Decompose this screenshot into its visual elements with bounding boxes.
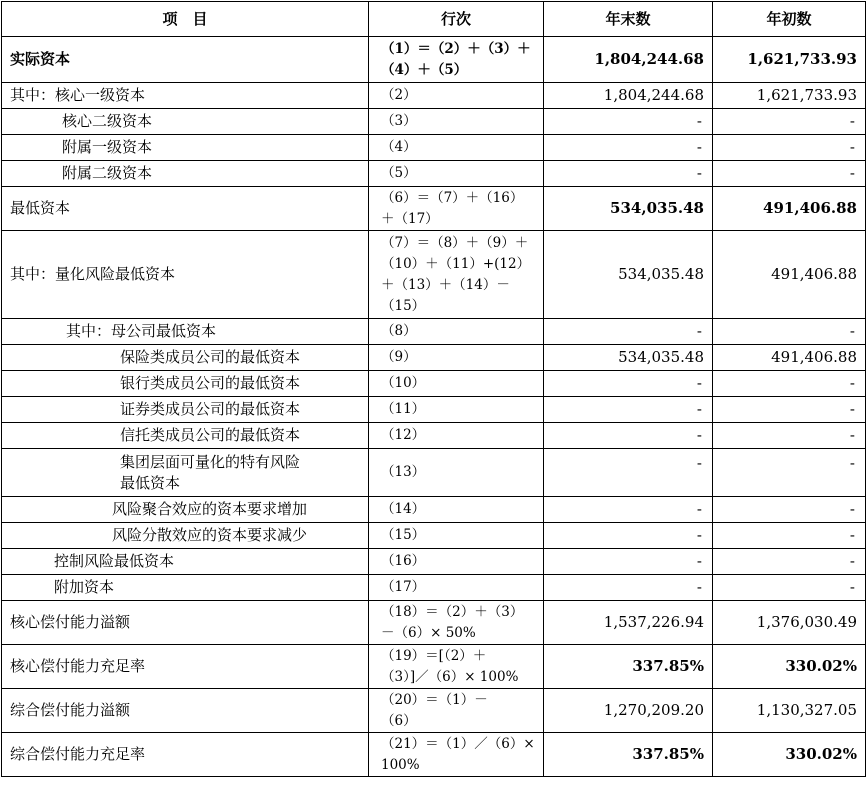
- row-end-value: -: [544, 371, 713, 397]
- row-line-formula: （14）: [369, 497, 544, 523]
- row-item-label: 综合偿付能力充足率: [2, 733, 369, 777]
- table-row: [2, 187, 866, 231]
- row-begin-value: -: [713, 523, 866, 549]
- row-line-formula: （20）＝（1）－ （6）: [369, 689, 544, 733]
- header-line: 行次: [369, 2, 544, 37]
- row-end-value: -: [544, 497, 713, 523]
- row-begin-value: -: [713, 549, 866, 575]
- row-line-formula: （4）: [369, 135, 544, 161]
- row-end-value: 534,035.48: [544, 231, 713, 319]
- row-end-value: -: [544, 423, 713, 449]
- table-row: [2, 733, 866, 777]
- row-end-value: -: [544, 109, 713, 135]
- row-item-label: 最低资本: [2, 187, 369, 231]
- row-begin-value: -: [713, 397, 866, 423]
- row-begin-value: -: [713, 161, 866, 187]
- header-row: [2, 2, 866, 37]
- row-end-value: 1,804,244.68: [544, 83, 713, 109]
- table-row: [2, 83, 866, 109]
- row-line-formula: （16）: [369, 549, 544, 575]
- row-begin-value: -: [713, 449, 866, 497]
- row-line-formula: （1）＝（2）＋（3）＋ （4）＋（5）: [369, 37, 544, 83]
- table-row: [2, 397, 866, 423]
- header-end: 年末数: [544, 2, 713, 37]
- row-begin-value: -: [713, 135, 866, 161]
- row-line-formula: （12）: [369, 423, 544, 449]
- row-begin-value: 1,130,327.05: [713, 689, 866, 733]
- row-end-value: -: [544, 397, 713, 423]
- row-line-formula: （15）: [369, 523, 544, 549]
- table-row: [2, 601, 866, 645]
- row-line-formula: （9）: [369, 345, 544, 371]
- row-begin-value: 330.02%: [713, 733, 866, 777]
- row-begin-value: 1,621,733.93: [713, 37, 866, 83]
- row-begin-value: 1,376,030.49: [713, 601, 866, 645]
- row-line-formula: （5）: [369, 161, 544, 187]
- row-line-formula: （19）＝[（2）＋ （3）]／（6）× 100%: [369, 645, 544, 689]
- row-line-formula: （3）: [369, 109, 544, 135]
- table-row: [2, 449, 866, 497]
- row-end-value: 1,804,244.68: [544, 37, 713, 83]
- row-item-label: 证券类成员公司的最低资本: [2, 397, 369, 423]
- row-end-value: -: [544, 135, 713, 161]
- row-end-value: -: [544, 549, 713, 575]
- row-begin-value: 491,406.88: [713, 187, 866, 231]
- row-end-value: -: [544, 161, 713, 187]
- row-line-formula: （17）: [369, 575, 544, 601]
- row-begin-value: -: [713, 575, 866, 601]
- row-line-formula: （11）: [369, 397, 544, 423]
- row-line-formula: （10）: [369, 371, 544, 397]
- row-item-label: 其中：母公司最低资本: [2, 319, 369, 345]
- row-item-label: 风险聚合效应的资本要求增加: [2, 497, 369, 523]
- table-row: [2, 371, 866, 397]
- row-line-formula: （18）＝（2）＋（3） －（6）× 50%: [369, 601, 544, 645]
- table-row: [2, 109, 866, 135]
- row-begin-value: 330.02%: [713, 645, 866, 689]
- row-item-label: 信托类成员公司的最低资本: [2, 423, 369, 449]
- row-item-label: 核心二级资本: [2, 109, 369, 135]
- row-line-formula: （21）＝（1）／（6）× 100%: [369, 733, 544, 777]
- table-row: [2, 161, 866, 187]
- row-line-formula: （7）＝（8）＋（9）＋ （10）＋（11）+(12） ＋（13）＋（14）－ （15）: [369, 231, 544, 319]
- row-end-value: 337.85%: [544, 645, 713, 689]
- header-item: 项 目: [2, 2, 369, 37]
- table-row: [2, 645, 866, 689]
- row-item-label: 附属二级资本: [2, 161, 369, 187]
- row-end-value: 1,537,226.94: [544, 601, 713, 645]
- table-row: [2, 523, 866, 549]
- solvency-table: [1, 1, 866, 777]
- row-item-label: 核心偿付能力充足率: [2, 645, 369, 689]
- row-begin-value: -: [713, 497, 866, 523]
- row-end-value: 1,270,209.20: [544, 689, 713, 733]
- row-item-label: 其中：量化风险最低资本: [2, 231, 369, 319]
- row-end-value: -: [544, 523, 713, 549]
- row-item-label: 风险分散效应的资本要求减少: [2, 523, 369, 549]
- table-row: [2, 345, 866, 371]
- row-item-label: 附属一级资本: [2, 135, 369, 161]
- table-row: [2, 37, 866, 83]
- row-line-formula: （2）: [369, 83, 544, 109]
- row-line-formula: （13）: [369, 449, 544, 497]
- table-row: [2, 549, 866, 575]
- row-line-formula: （8）: [369, 319, 544, 345]
- row-item-label: 保险类成员公司的最低资本: [2, 345, 369, 371]
- row-item-label: 综合偿付能力溢额: [2, 689, 369, 733]
- row-item-label: 控制风险最低资本: [2, 549, 369, 575]
- table-row: [2, 319, 866, 345]
- row-begin-value: -: [713, 319, 866, 345]
- table-row: [2, 231, 866, 319]
- table-row: [2, 575, 866, 601]
- row-end-value: -: [544, 449, 713, 497]
- row-begin-value: -: [713, 109, 866, 135]
- row-item-label: 核心偿付能力溢额: [2, 601, 369, 645]
- table-row: [2, 497, 866, 523]
- row-item-label: 其中：核心一级资本: [2, 83, 369, 109]
- row-end-value: 534,035.48: [544, 187, 713, 231]
- row-item-label: 实际资本: [2, 37, 369, 83]
- row-item-label: 集团层面可量化的特有风险 最低资本: [2, 449, 369, 497]
- row-begin-value: -: [713, 371, 866, 397]
- row-begin-value: -: [713, 423, 866, 449]
- table-row: [2, 135, 866, 161]
- row-begin-value: 1,621,733.93: [713, 83, 866, 109]
- row-end-value: 337.85%: [544, 733, 713, 777]
- header-begin: 年初数: [713, 2, 866, 37]
- row-begin-value: 491,406.88: [713, 231, 866, 319]
- row-end-value: -: [544, 575, 713, 601]
- row-end-value: -: [544, 319, 713, 345]
- row-item-label: 附加资本: [2, 575, 369, 601]
- table-row: [2, 423, 866, 449]
- row-end-value: 534,035.48: [544, 345, 713, 371]
- table-row: [2, 689, 866, 733]
- row-begin-value: 491,406.88: [713, 345, 866, 371]
- row-line-formula: （6）＝（7）＋（16） ＋（17）: [369, 187, 544, 231]
- row-item-label: 银行类成员公司的最低资本: [2, 371, 369, 397]
